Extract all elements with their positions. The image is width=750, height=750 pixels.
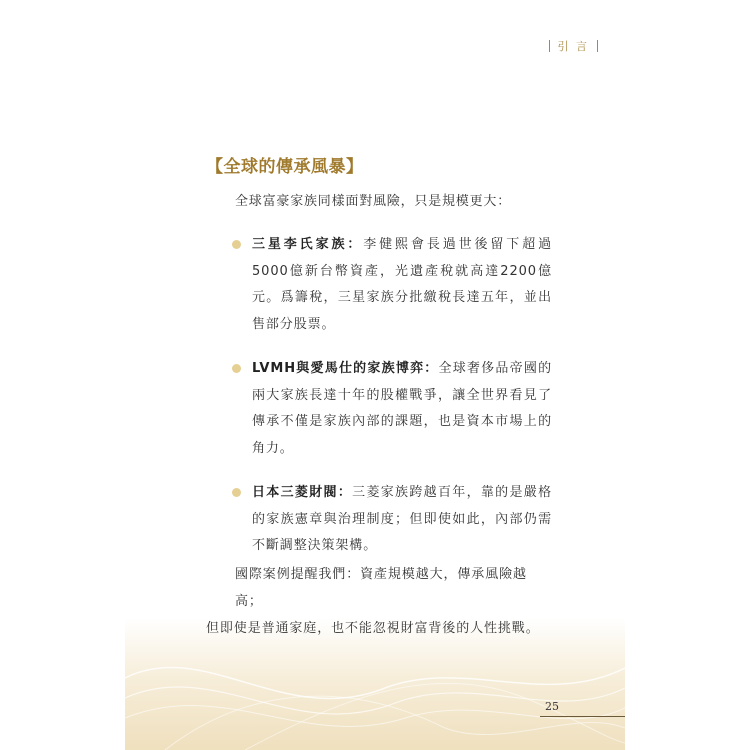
section-intro: 全球富豪家族同樣面對風險，只是規模更大： — [235, 194, 512, 209]
running-header-title: 引 言 — [557, 40, 589, 53]
closing-paragraph — [206, 561, 551, 642]
closing-line-1: 國際案例提醒我們：資產規模越大，傳承風險越高； — [235, 567, 527, 609]
closing-line-2: 但即使是普通家庭，也不能忽視財富背後的人性挑戰。 — [206, 621, 540, 636]
header-left-bar — [549, 40, 550, 52]
bullet-item-samsung — [232, 232, 552, 338]
page-number-rule — [540, 716, 625, 717]
bullet-text: 全球奢侈品帝國的兩大家族長達十年的股權戰爭，讓全世界看見了傳承不僅是家族內部的課題，也是資本市場上的角力。 — [252, 361, 552, 456]
section-title: 【全球的傳承風暴】 — [206, 157, 364, 177]
bullet-dot-icon — [232, 240, 241, 249]
page-number: 25 — [545, 700, 559, 713]
bullet-list — [232, 232, 552, 560]
bullet-item-mitsubishi — [232, 480, 552, 560]
bullet-item-lvmh-hermes — [232, 356, 552, 462]
bullet-term: LVMH與愛馬仕的家族博弈： — [252, 361, 439, 376]
bullet-dot-icon — [232, 364, 241, 373]
bullet-text: 李健熙會長過世後留下超過5000億新台幣資產，光遺產稅就高達2200億元。爲籌稅，三星家族分批繳稅長達五年，並出售部分股票。 — [252, 237, 552, 332]
bullet-dot-icon — [232, 488, 241, 497]
running-header — [549, 38, 599, 54]
bullet-text: 三菱家族跨越百年，靠的是嚴格的家族憲章與治理制度；但即使如此，內部仍需不斷調整決策架構。 — [252, 485, 552, 553]
bullet-term: 三星李氏家族： — [252, 237, 364, 252]
bullet-term: 日本三菱財閥： — [252, 485, 353, 500]
header-right-bar — [597, 40, 598, 52]
